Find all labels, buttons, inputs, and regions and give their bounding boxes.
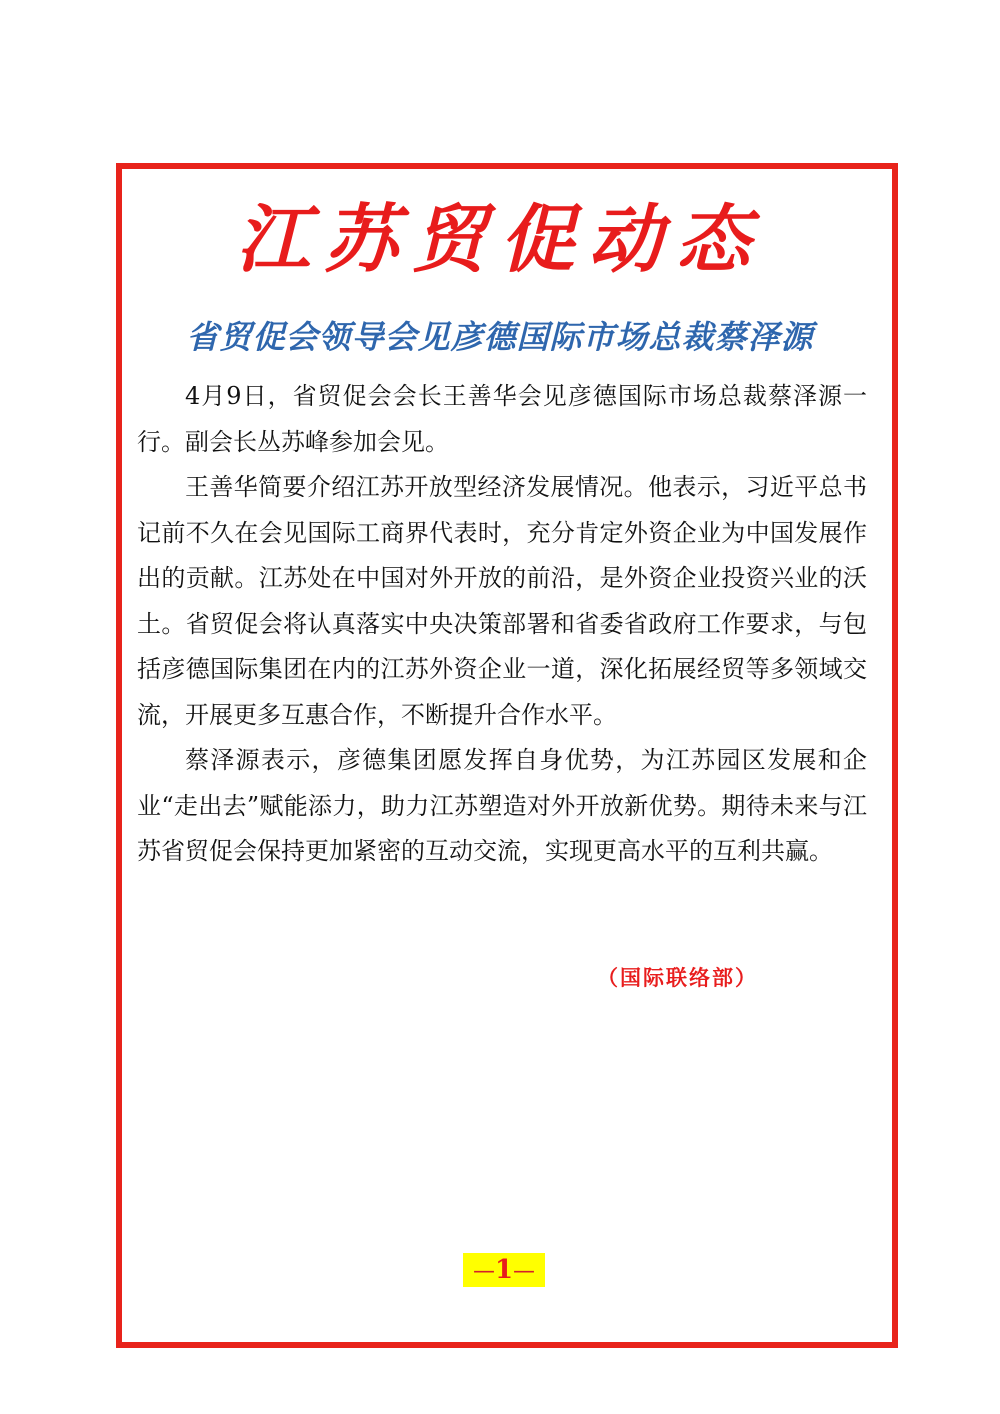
page-number: 1	[494, 1255, 514, 1285]
page-number-badge	[463, 1253, 545, 1287]
page-dash-left: —	[472, 1259, 495, 1284]
page-dash-right: —	[513, 1259, 536, 1284]
article-body	[137, 374, 867, 875]
article-paragraph: 王善华简要介绍江苏开放型经济发展情况。他表示，习近平总书记前不久在会见国际工商界代表时，充分肯定外资企业为中国发展作出的贡献。江苏处在中国对外开放的前沿，是外资企业投资兴业的沃土。省贸促会将认真落实中央决策部署和省委省政府工作要求，与包括彦德国际集团在内的江苏外资企业一道，深化拓展经贸等多领域交流，开展更多互惠合作，不断提升合作水平。	[137, 473, 867, 729]
article-headline: 省贸促会领导会见彦德国际市场总裁蔡泽源	[186, 318, 814, 356]
article-paragraph: 4月9日，省贸促会会长王善华会见彦德国际市场总裁蔡泽源一行。副会长丛苏峰参加会见。	[137, 382, 867, 456]
masthead-title: 江苏贸促动态	[236, 197, 764, 283]
article-paragraph: 蔡泽源表示，彦德集团愿发挥自身优势，为江苏园区发展和企业“走出去”赋能添力，助力江苏塑造对外开放新优势。期待未来与江苏省贸促会保持更加紧密的互动交流，实现更高水平的互利共赢。	[137, 746, 867, 865]
article-source: （国际联络部）	[597, 966, 758, 990]
